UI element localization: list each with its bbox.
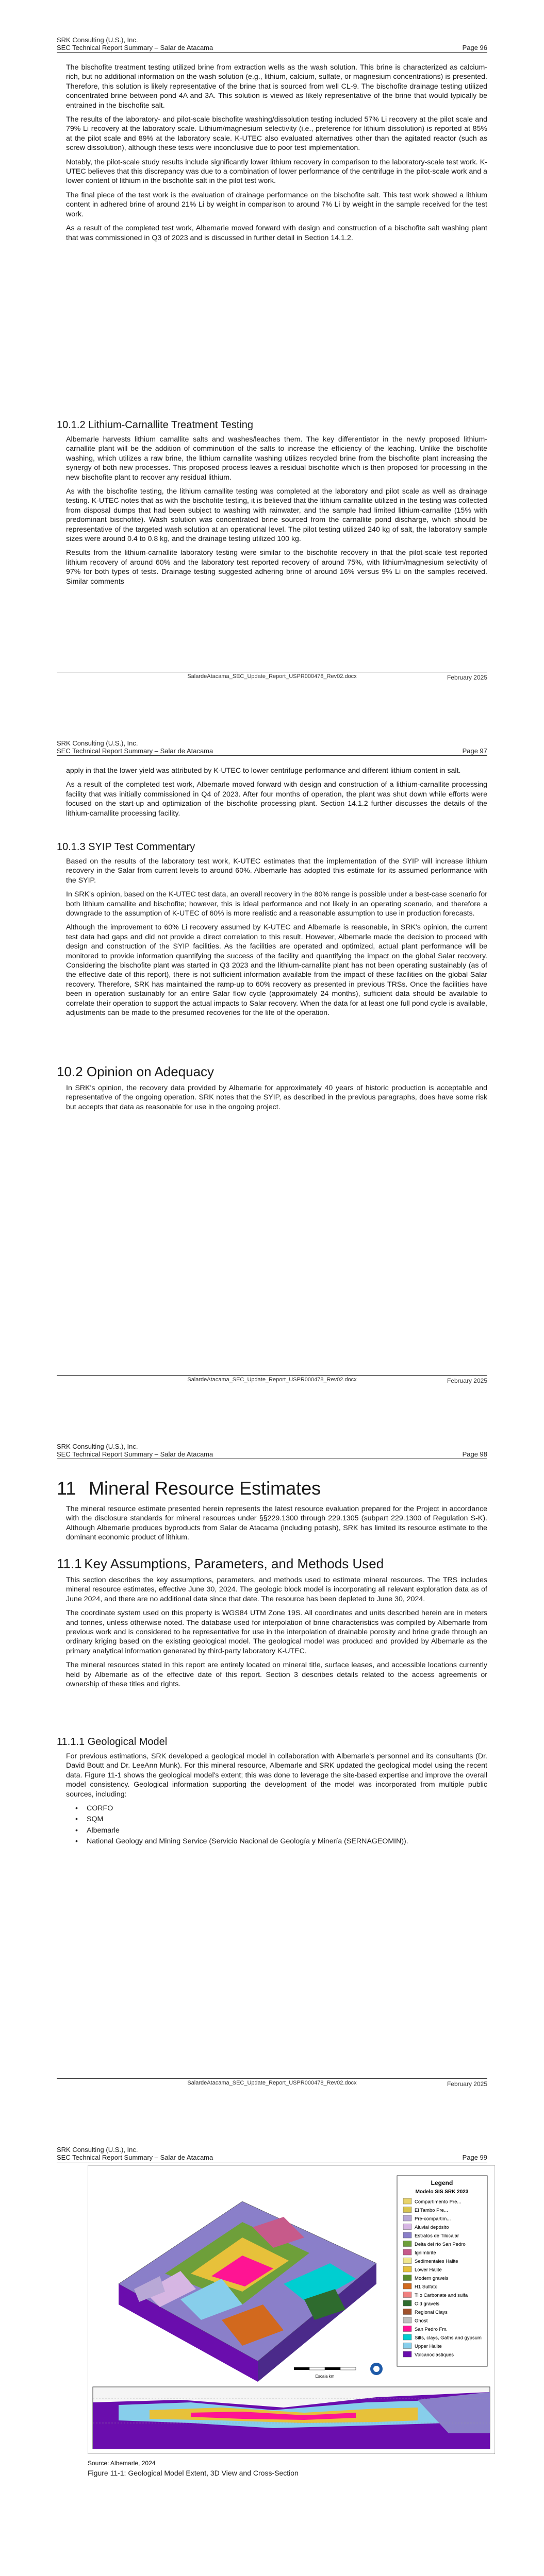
cross-section xyxy=(93,2387,490,2449)
legend-label: Pre-compartim... xyxy=(415,2216,451,2222)
footer-date: February 2025 xyxy=(447,2080,487,2088)
paragraph: The final piece of the test work is the evaluation of drainage performance on the bischofite salt. This test work showed a lithium content in adhered brine of around 21% Li by weight in comparison to around 7% Li by weight in the sample received for the test work. xyxy=(66,191,487,218)
section-number: 10.2 xyxy=(57,1064,83,1079)
paragraph: apply in that the lower yield was attributed by K-UTEC to lower centrifuge performance and different lithium content in salt. xyxy=(66,767,461,775)
legend-title: Legend xyxy=(431,2179,453,2187)
page-header xyxy=(57,739,487,756)
legend-swatch xyxy=(403,2334,411,2340)
list-item: • Albemarle xyxy=(75,1826,487,1835)
paragraph: Results from the lithium-carnallite laboratory testing were similar to the bischofite recovery in that the pilot-scale test reported lithium recovery of around 60% and the laboratory test reported recovery of around 75%, with lithium/magnesium selectivity of 97% for both types of tests. Drainage testing suggested adhering brine of around 16% versus 9% Li on the samples received. Similar comments xyxy=(66,549,487,586)
paragraph: The bischofite treatment testing utilized brine from extraction wells as the wash solution. This brine is characterized as calcium-rich, but no additional information on the wash solution (e.g., lithium, calcium, sulfate, or magnesium concentrations) is presented. Therefore, this solution is likely representative of the brine that is sourced from well CL-9. The bischofite drainage testing utilized concentrated brine between pond 4A and 3A. This solution is viewed as likely representative of the brine that would typically be entrained in the bischofite salt. xyxy=(66,63,487,110)
list-item: • SQM xyxy=(75,1815,487,1824)
legend-swatch xyxy=(403,2326,411,2332)
legend-swatch xyxy=(403,2232,411,2238)
footer-filename: SalardeAtacama_SEC_Update_Report_USPR000478_Rev02.docx xyxy=(187,2080,357,2086)
legend-swatch xyxy=(403,2275,411,2281)
north-arrow-icon xyxy=(370,2363,383,2375)
legend-label: Regional Clays xyxy=(415,2310,448,2315)
page-footer xyxy=(57,672,487,680)
paragraph: The mineral resource estimate presented herein represents the latest resource evaluation prepared for the Project in accordance with the disclosure standards for mineral resources under §§229.1300 through 229.1305 (subpart 229.1300 of Regulation S-K). Although Albemarle produces byproducts from Salar de Atacama (including potash), SRK has limited its resource estimate to the dominant economic product of lithium. xyxy=(66,1505,487,1542)
paragraph: As a result of the completed test work, Albemarle moved forward with design and construction of a lithium-carnallite processing facility that was initially commissioned in Q4 of 2023. After four months of operation, the plant was shut down while efforts were focused on the start-up and optimization of the bischofite processing plant. Section 14.1.2 further discusses the details of the lithium-carnallite processing facility. xyxy=(66,781,487,818)
footer-date: February 2025 xyxy=(447,674,487,681)
legend-swatch xyxy=(403,2266,411,2272)
chapter-title: Mineral Resource Estimates xyxy=(89,1478,321,1499)
legend-label: Tilo Carbonate and sulfa xyxy=(415,2293,468,2298)
legend-subtitle: Modelo SIS SRK 2023 xyxy=(415,2189,469,2195)
paragraph: This section describes the key assumptions, parameters, and methods used to estimate mineral resources. The TRS includes mineral resource estimates, effective June 30, 2024. The geologic block model is incorporating all relevant exploration data as of June 2024, and there are no additional data since that date. The resource has been depleted to June 30, 2024. xyxy=(66,1576,487,1603)
footer-filename: SalardeAtacama_SEC_Update_Report_USPR000478_Rev02.docx xyxy=(187,1377,357,1383)
paragraph: Based on the results of the laboratory test work, K-UTEC estimates that the implementation of the SYIP will increase lithium recovery in the Salar from current levels to around 60%. Albemarle has adopted this estimate for its assumed performance with the SYIP. xyxy=(66,857,487,885)
legend-swatch xyxy=(403,2224,411,2230)
page-header xyxy=(57,36,487,53)
legend-swatch xyxy=(403,2283,411,2289)
header-company: SRK Consulting (U.S.), Inc. xyxy=(57,36,138,44)
legend-label: Silts, clays, Gaths and gypsum xyxy=(415,2335,482,2341)
legend-label: Ghost xyxy=(415,2318,428,2324)
subsection-title: Geological Model xyxy=(87,1736,168,1748)
paragraph: In SRK's opinion, based on the K-UTEC test data, an overall recovery in the 80% range is possible under a best-case scenario for both lithium carnallite and bischofite; however, this is ideal performance and not likely in an operating scenario, and therefore a downgrade to the assumption of K-UTEC of 60% is more realistic and a reasonable assumption to use in production forecasts. xyxy=(66,890,487,918)
paragraph: The mineral resources stated in this report are entirely located on mineral title, surface leases, and accessible locations currently held by Albemarle as of the effective date of this report. Section 3 describes details related to the access agreements or ownership of these titles and rights. xyxy=(66,1661,487,1689)
legend-swatch xyxy=(403,2215,411,2221)
scale-label: Escala km xyxy=(315,2374,335,2379)
paragraph: As with the bischofite testing, the lithium carnallite testing was completed at the laboratory and pilot scale as well as drainage testing. K-UTEC notes that as with the bischofite testing, it is believed that the lithium carnallite utilized in the testing was collected from disposal dumps that had been subject to washing with rainwater, and the sample had limited lithium-carnallite (15% with predominant bischofite). Wash solution was concentrated brine sourced from the carnallite pond discharge, which should be representative of the targeted wash solution at an operational level. The pilot testing utilized 240 kg of salt, the laboratory sample sizes were around 0.4 to 0.8 kg, and the drainage testing utilized 100 kg. xyxy=(66,487,487,544)
geological-model-figure xyxy=(88,2165,495,2454)
legend-label: Volcanoclastiques xyxy=(415,2352,454,2358)
list-item: • CORFO xyxy=(75,1804,487,1813)
page-96 xyxy=(0,0,544,703)
body-text-bottom xyxy=(66,1083,487,1116)
paragraph: In SRK's opinion, the recovery data provided by Albemarle for approximately 40 years of historic production is acceptable and representative of the ongoing operation. SRK notes that the SYIP, as described in the previous paragraphs, does have some risk but accepts that data as reasonable for use in the ongoing project. xyxy=(66,1084,487,1111)
legend-label: Ignimbrite xyxy=(415,2250,436,2256)
section-number: 11.1 xyxy=(57,1556,82,1571)
list-item: • National Geology and Mining Service (Servicio Nacional de Geología y Minería (SERNAGEOMIN)). xyxy=(75,1837,487,1846)
header-report-title: SEC Technical Report Summary – Salar de Atacama xyxy=(57,1450,213,1458)
body-text-intro xyxy=(66,1504,487,1547)
page-header xyxy=(57,2146,487,2162)
body-text-top xyxy=(66,63,487,247)
legend-label: Delta del río San Pedro xyxy=(415,2242,466,2247)
paragraph: The results of the laboratory- and pilot-scale bischofite washing/dissolution testing included 57% Li recovery at the pilot scale and 79% Li recovery at the laboratory scale. Lithium/magnesium selectivity (i.e., preference for lithium dissolution) is reported at 85% at the pilot scale and 89% at the laboratory scale. K-UTEC also evaluated alternatives other than the agitated reactor (such as screw dissolution), although these tests were inconclusive due to poor test implementation. xyxy=(66,115,487,152)
header-company: SRK Consulting (U.S.), Inc. xyxy=(57,2146,138,2154)
page-98 xyxy=(0,1406,544,2110)
legend-label: Modern gravels xyxy=(415,2276,449,2281)
page-number: Page 97 xyxy=(462,747,487,755)
page-99 xyxy=(0,2110,544,2576)
figure-geological-model xyxy=(88,2165,495,2477)
body-text-bottom xyxy=(66,435,487,591)
body-text-geo xyxy=(66,1752,487,1848)
section-heading xyxy=(57,419,253,431)
paragraph: Although the improvement to 60% Li recovery assumed by K-UTEC and Albemarle is reasonable, in SRK's opinion, the current test data had gaps and did not provide a direct correlation to this result. However, Albemarle made the decision to proceed with design and construction of the SYIP facilities. As the facilities are operated and optimized, actual plant performance will be monitored to provide information quantifying the success of the facility and quantifying the impact on the global Salar recovery. Considering the bischofite plant was started in Q3 2023 and the lithium-carnallite plant has not been operating sustainably (as of the effective date of this report), there is not sufficient information available from the impact of these facilities on the global Salar recovery. Therefore, SRK has maintained the ramp-up to 60% recovery as presented in previous TRSs. Once the facilities have been in operation sustainably for an entire Salar flow cycle (approximately 24 months), sufficient data should be available to correlate their operation to support the actual impacts to Salar recovery. When the data for at least one full pond cycle is available, adjustments can be made to the presumed recoveries for the life of the operation. xyxy=(66,923,487,1018)
legend-swatch xyxy=(403,2207,411,2213)
page-footer xyxy=(57,2078,487,2086)
header-report-title: SEC Technical Report Summary – Salar de Atacama xyxy=(57,2154,213,2161)
legend-swatch xyxy=(403,2198,411,2204)
legend-label: Estratos de Tilocalar xyxy=(415,2233,459,2239)
paragraph: As a result of the completed test work, Albemarle moved forward with design and construction of a bischofite salt washing plant that was commissioned in Q3 of 2023 and is discussed in further detail in Section 14.1.2. xyxy=(66,224,487,242)
legend-label: Lower Halite xyxy=(415,2267,442,2273)
figure-caption: Figure 11-1: Geological Model Extent, 3D View and Cross-Section xyxy=(88,2469,299,2477)
section-heading xyxy=(57,1064,214,1080)
page-number: Page 98 xyxy=(462,1450,487,1458)
header-company: SRK Consulting (U.S.), Inc. xyxy=(57,739,138,747)
body-text-mid xyxy=(66,857,487,1023)
header-report-title: SEC Technical Report Summary – Salar de Atacama xyxy=(57,747,213,755)
page-footer xyxy=(57,1375,487,1383)
section-title: Opinion on Adequacy xyxy=(86,1064,215,1079)
header-report-title: SEC Technical Report Summary – Salar de Atacama xyxy=(57,44,213,52)
legend-swatch xyxy=(403,2258,411,2264)
chapter-heading xyxy=(57,1478,321,1499)
paragraph: The coordinate system used on this property is WGS84 UTM Zone 19S. All coordinates and units described herein are in meters and tonnes, unless otherwise noted. The database used for interpolation of brine characteristics was compiled by Albemarle from previous work and is considered to be representative for use in the interpolation of drainable porosity and brine grade through an ordinary kriging based on the existing geological model. The geological model was produced and provided by Albemarle as the primary analytical information generated by third-party laboratory K-UTEC. xyxy=(66,1609,487,1655)
section-heading xyxy=(57,1556,384,1572)
paragraph: Notably, the pilot-scale study results include significantly lower lithium recovery in comparison to the laboratory-scale test work. K-UTEC believes that this discrepancy was due to a combination of lower performance of the centrifuge in the pilot-scale work and a lower content of lithium in the bischofite salt in the pilot test work. xyxy=(66,158,487,185)
figure-source: Source: Albemarle, 2024 xyxy=(88,2460,156,2467)
legend-label: Sedimentales Halite xyxy=(415,2259,458,2264)
paragraph: Albemarle harvests lithium carnallite salts and washes/leaches them. The key differentiator in the newly proposed lithium-carnallite plant will be the addition of comminution of the salts to increase the efficiency of the leaching. Unlike the bischofite washing, which utilizes a raw brine, the lithium carnallite washing utilizes recycled brine from the bischofite plant increasing the synergy of both new processes. This proposed process leaves a residual bischofite which is then proposed for processing in the new bischofite plant to recover any residual lithium. xyxy=(66,435,487,482)
legend-swatch xyxy=(403,2292,411,2298)
subsection-number: 11.1.1 xyxy=(57,1736,85,1748)
legend-label: El Tambo Pre... xyxy=(415,2208,448,2213)
section-heading xyxy=(57,841,195,853)
legend-label: H1 Sulfato xyxy=(415,2284,438,2290)
body-text-mid xyxy=(66,1575,487,1693)
page-97 xyxy=(0,703,544,1406)
legend-label: Upper Halite xyxy=(415,2344,442,2349)
page-number: Page 96 xyxy=(462,44,487,52)
legend xyxy=(397,2176,487,2366)
header-company: SRK Consulting (U.S.), Inc. xyxy=(57,1443,138,1450)
legend-label: Aluvial depósito xyxy=(415,2225,449,2230)
body-text-top xyxy=(66,766,487,823)
legend-swatch xyxy=(403,2343,411,2349)
sources-list xyxy=(75,1804,487,1846)
page-header xyxy=(57,1443,487,1459)
legend-label: San Pedro Fm. xyxy=(415,2327,448,2332)
section-number: 10.1.3 xyxy=(57,841,86,853)
page-number: Page 99 xyxy=(462,2154,487,2161)
subsection-heading xyxy=(57,1736,167,1748)
section-title: Lithium-Carnallite Treatment Testing xyxy=(88,419,253,431)
legend-swatch xyxy=(403,2351,411,2357)
section-number: 10.1.2 xyxy=(57,419,86,431)
chapter-number: 11 xyxy=(57,1478,76,1499)
legend-label: Compartimento Pre... xyxy=(415,2199,461,2205)
legend-swatch xyxy=(403,2309,411,2315)
legend-swatch xyxy=(403,2300,411,2306)
footer-date: February 2025 xyxy=(447,1377,487,1384)
paragraph: For previous estimations, SRK developed a geological model in collaboration with Albemarle's personnel and its consultants (Dr. David Boutt and Dr. LeeAnn Munk). For this mineral resource, Albemarle and SRK updated the geological model using the recent data. Figure 11-1 shows the geological model's extent; this was done to leverage the site-based expertise and improve the overall model consistency. Geological information supporting the development of the model was incorporated from multiple public sources, including: xyxy=(66,1752,487,1799)
legend-swatch xyxy=(403,2317,411,2323)
legend-swatch xyxy=(403,2241,411,2247)
section-title: SYIP Test Commentary xyxy=(88,841,195,853)
legend-swatch xyxy=(403,2249,411,2255)
section-title: Key Assumptions, Parameters, and Methods Used xyxy=(84,1556,384,1571)
footer-filename: SalardeAtacama_SEC_Update_Report_USPR000478_Rev02.docx xyxy=(187,673,357,680)
legend-label: Old gravels xyxy=(415,2301,440,2307)
